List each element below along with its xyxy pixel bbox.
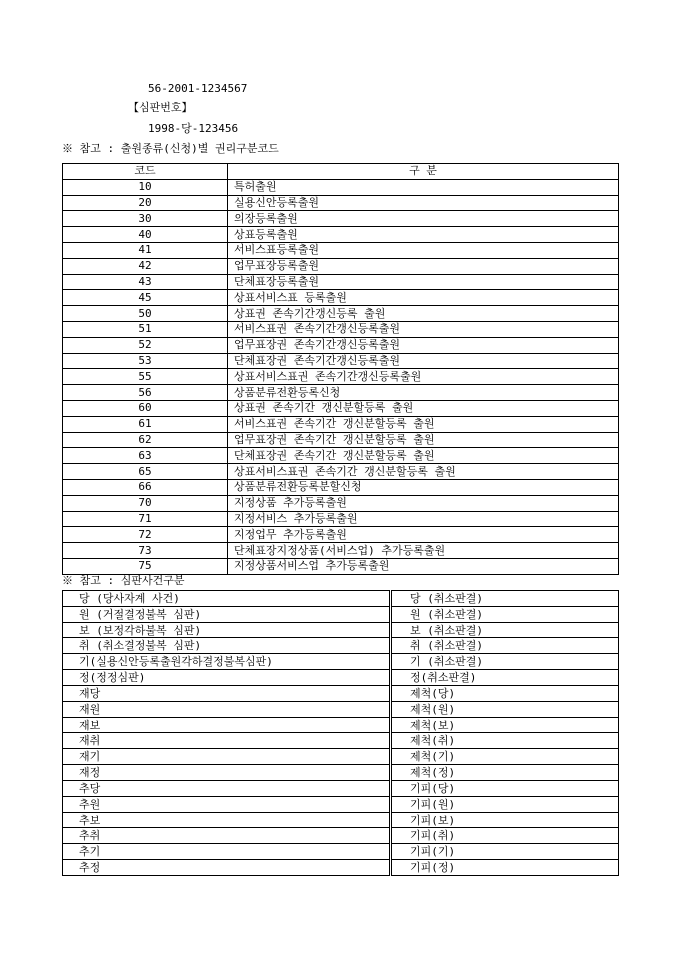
related-type-cell: 제척(당) (391, 685, 619, 701)
code-cell: 50 (63, 306, 228, 322)
trial-type-cell: 추보 (63, 812, 391, 828)
trial-type-cell: 재원 (63, 701, 391, 717)
category-cell: 서비스표권 존속기간갱신등록출원 (228, 321, 619, 337)
category-cell: 단체표장등록출원 (228, 274, 619, 290)
table-row (63, 274, 619, 290)
related-type-cell: 기피(보) (391, 812, 619, 828)
category-cell: 특허출원 (228, 179, 619, 195)
code-cell: 75 (63, 558, 228, 574)
related-type-cell: 기피(기) (391, 844, 619, 860)
code-cell: 72 (63, 527, 228, 543)
trial-case-table (62, 590, 619, 876)
table-row (63, 828, 619, 844)
category-cell: 업무표장권 존속기간갱신등록출원 (228, 337, 619, 353)
trial-type-cell: 재기 (63, 749, 391, 765)
application-number: 56-2001-1234567 (148, 82, 248, 95)
table-row (63, 622, 619, 638)
code-cell: 53 (63, 353, 228, 369)
category-cell: 지정상품 추가등록출원 (228, 495, 619, 511)
table-row (63, 479, 619, 495)
trial-type-cell: 기(실용신안등록출원각하결정불복심판) (63, 654, 391, 670)
code-cell: 52 (63, 337, 228, 353)
category-cell: 상표권 존속기간갱신등록 출원 (228, 306, 619, 322)
code-cell: 70 (63, 495, 228, 511)
category-cell: 상품분류전환등록신청 (228, 385, 619, 401)
category-cell: 업무표장등록출원 (228, 258, 619, 274)
code-cell: 20 (63, 195, 228, 211)
code-cell: 73 (63, 543, 228, 559)
code-cell: 63 (63, 448, 228, 464)
table-row (63, 400, 619, 416)
rights-code-note: ※ 참고 : 출원종류(신청)별 권리구분코드 (62, 142, 279, 155)
category-cell: 서비스표등록출원 (228, 242, 619, 258)
related-type-cell: 제척(취) (391, 733, 619, 749)
trial-type-cell: 추당 (63, 780, 391, 796)
table-row (63, 195, 619, 211)
related-type-cell: 제척(보) (391, 717, 619, 733)
trial-type-cell: 재당 (63, 685, 391, 701)
table-row (63, 353, 619, 369)
table-row (63, 796, 619, 812)
related-type-cell: 제척(원) (391, 701, 619, 717)
table-row (63, 211, 619, 227)
related-type-cell: 취 (취소판결) (391, 638, 619, 654)
trial-type-cell: 재취 (63, 733, 391, 749)
trial-number-label: 【심판번호】 (128, 101, 193, 114)
table-row (63, 385, 619, 401)
related-type-cell: 원 (취소판결) (391, 606, 619, 622)
code-cell: 45 (63, 290, 228, 306)
related-type-cell: 기피(당) (391, 780, 619, 796)
code-cell: 65 (63, 464, 228, 480)
table-row (63, 290, 619, 306)
code-cell: 41 (63, 242, 228, 258)
table-row (63, 685, 619, 701)
table-row (63, 179, 619, 195)
category-cell: 서비스표권 존속기간 갱신분할등록 출원 (228, 416, 619, 432)
table-row (63, 511, 619, 527)
category-cell: 지정서비스 추가등록출원 (228, 511, 619, 527)
related-type-cell: 기피(정) (391, 860, 619, 876)
table-row (63, 606, 619, 622)
table-row (63, 527, 619, 543)
code-cell: 55 (63, 369, 228, 385)
table-row (63, 654, 619, 670)
table-row (63, 638, 619, 654)
trial-type-cell: 취 (취소결정불복 심판) (63, 638, 391, 654)
trial-type-cell: 추정 (63, 860, 391, 876)
table-row (63, 558, 619, 574)
code-cell: 56 (63, 385, 228, 401)
trial-type-cell: 원 (거절결정불복 심판) (63, 606, 391, 622)
code-cell: 30 (63, 211, 228, 227)
table-row (63, 701, 619, 717)
trial-type-cell: 당 (당사자계 사건) (63, 591, 391, 607)
category-cell: 상품분류전환등록분할신청 (228, 479, 619, 495)
table-row (63, 495, 619, 511)
table-row (63, 227, 619, 243)
rights-code-rows (63, 179, 619, 574)
category-cell: 상표서비스표권 존속기간 갱신분할등록 출원 (228, 464, 619, 480)
category-cell: 업무표장권 존속기간 갱신분할등록 출원 (228, 432, 619, 448)
table-row (63, 337, 619, 353)
trial-number: 1998-당-123456 (148, 122, 239, 135)
trial-type-cell: 보 (보정각하불복 심판) (63, 622, 391, 638)
related-type-cell: 기 (취소판결) (391, 654, 619, 670)
table-row (63, 717, 619, 733)
trial-type-cell: 추취 (63, 828, 391, 844)
related-type-cell: 제척(기) (391, 749, 619, 765)
table-row (63, 860, 619, 876)
table-row (63, 733, 619, 749)
related-type-cell: 기피(원) (391, 796, 619, 812)
table-row (63, 749, 619, 765)
related-type-cell: 제척(정) (391, 765, 619, 781)
code-cell: 71 (63, 511, 228, 527)
code-cell: 43 (63, 274, 228, 290)
category-cell: 상표서비스표권 존속기간갱신등록출원 (228, 369, 619, 385)
trial-type-cell: 추원 (63, 796, 391, 812)
rights-code-table (62, 163, 619, 575)
table-row (63, 464, 619, 480)
table-header-row (63, 164, 619, 180)
table-row (63, 844, 619, 860)
code-cell: 51 (63, 321, 228, 337)
category-cell: 의장등록출원 (228, 211, 619, 227)
table-row (63, 432, 619, 448)
table-row (63, 543, 619, 559)
table-row (63, 306, 619, 322)
table-row (63, 765, 619, 781)
column-header-code: 코드 (63, 164, 228, 180)
table-row (63, 670, 619, 686)
table-row (63, 416, 619, 432)
trial-type-cell: 재정 (63, 765, 391, 781)
category-cell: 실용신안등록출원 (228, 195, 619, 211)
table-row (63, 321, 619, 337)
code-cell: 62 (63, 432, 228, 448)
trial-case-rows (63, 591, 619, 876)
category-cell: 단체표장권 존속기간갱신등록출원 (228, 353, 619, 369)
code-cell: 10 (63, 179, 228, 195)
category-cell: 단체표장지정상품(서비스업) 추가등록출원 (228, 543, 619, 559)
related-type-cell: 보 (취소판결) (391, 622, 619, 638)
trial-type-cell: 추기 (63, 844, 391, 860)
trial-case-note: ※ 참고 : 심판사건구분 (62, 574, 185, 587)
table-row (63, 780, 619, 796)
table-row (63, 258, 619, 274)
trial-type-cell: 재보 (63, 717, 391, 733)
table-row (63, 591, 619, 607)
category-cell: 지정업무 추가등록출원 (228, 527, 619, 543)
code-cell: 42 (63, 258, 228, 274)
trial-type-cell: 정(정정심판) (63, 670, 391, 686)
category-cell: 단체표장권 존속기간 갱신분할등록 출원 (228, 448, 619, 464)
related-type-cell: 당 (취소판결) (391, 591, 619, 607)
category-cell: 상표등록출원 (228, 227, 619, 243)
table-row (63, 448, 619, 464)
category-cell: 상표권 존속기간 갱신분할등록 출원 (228, 400, 619, 416)
related-type-cell: 정(취소판결) (391, 670, 619, 686)
table-row (63, 812, 619, 828)
category-cell: 상표서비스표 등록출원 (228, 290, 619, 306)
code-cell: 66 (63, 479, 228, 495)
category-cell: 지정상품서비스업 추가등록출원 (228, 558, 619, 574)
related-type-cell: 기피(취) (391, 828, 619, 844)
code-cell: 61 (63, 416, 228, 432)
table-row (63, 242, 619, 258)
code-cell: 60 (63, 400, 228, 416)
table-row (63, 369, 619, 385)
code-cell: 40 (63, 227, 228, 243)
column-header-category: 구 분 (228, 164, 619, 180)
